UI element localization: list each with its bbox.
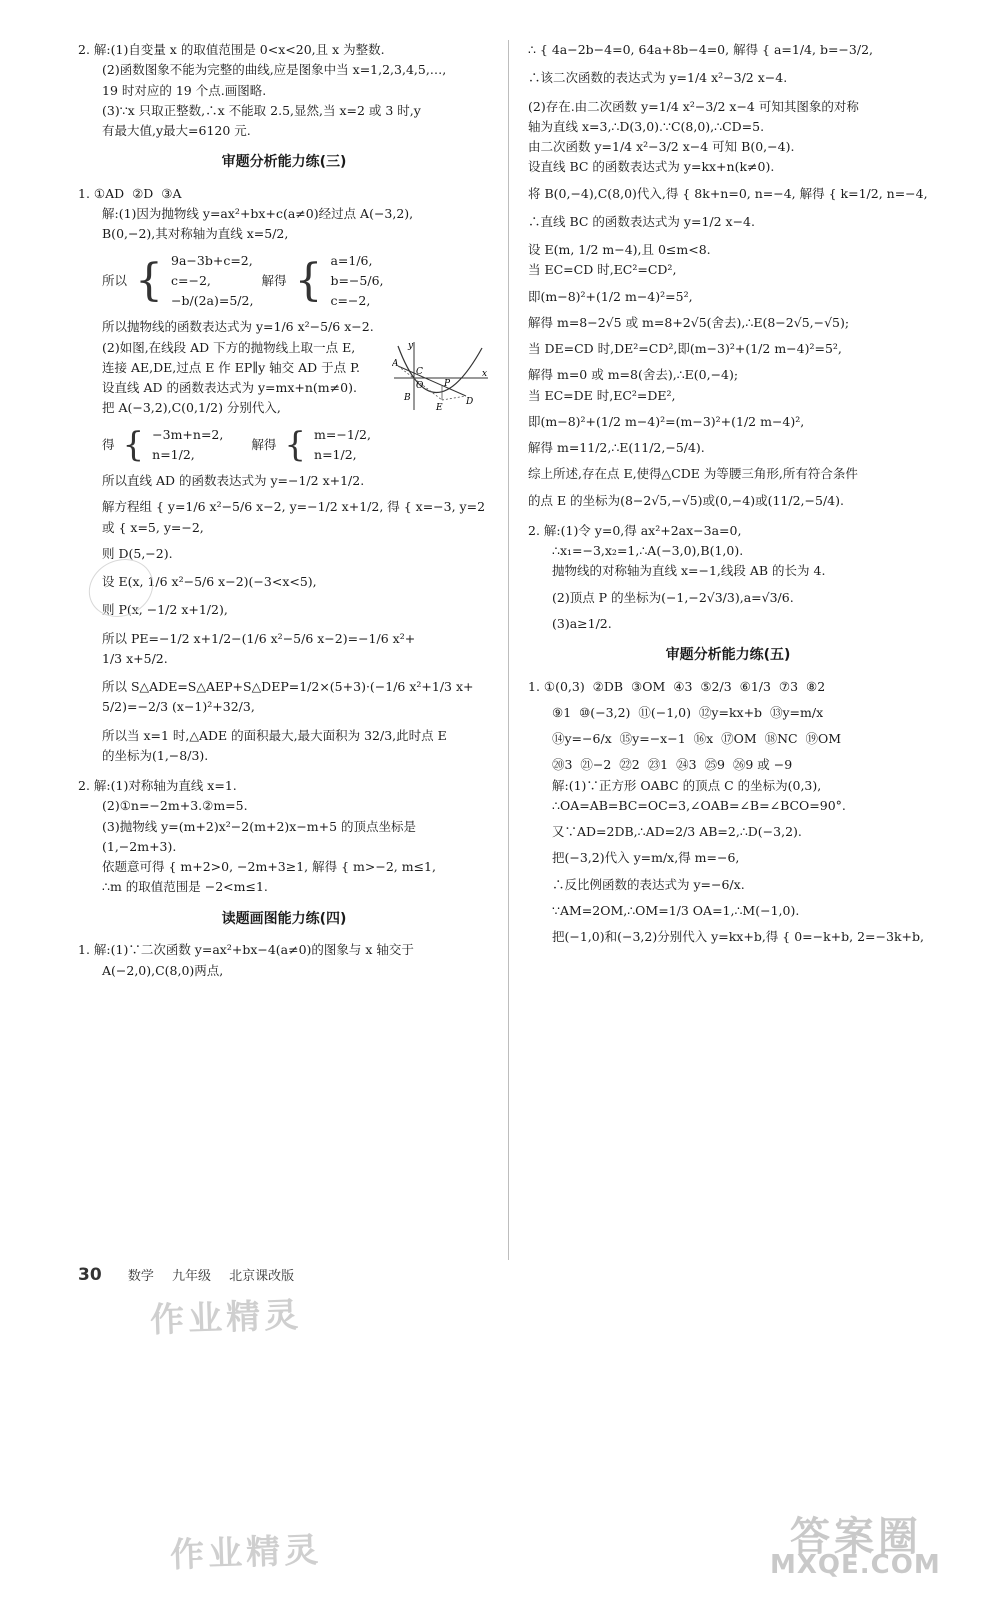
answer-line: 则 P(x, −1/2 x+1/2), [102,602,228,618]
answer-line: 将 B(0,−4),C(8,0)代入,得 { 8k+n=0, n=−4, 解得 { k=1/2, n=−4, [528,185,928,201]
section-heading: 审题分析能力练(三) [221,154,347,171]
equation-line: n=1/2, [314,446,357,462]
answer-line: (2)存在.由二次函数 y=1/4 x²−3/2 x−4 可知其图象的对称 [528,98,859,114]
answer-line: 1. 解:(1)∵二次函数 y=ax²+bx−4(a≠0)的图象与 x 轴交于 [78,942,414,958]
right-column [528,40,928,947]
answer-line: (2)①n=−2m+3.②m=5. [102,798,248,814]
answer-line: 连接 AE,DE,过点 E 作 EP∥y 轴交 AD 于点 P. [102,359,360,375]
section-heading: 读题画图能力练(四) [221,910,347,927]
watermark-url: MXQE.COM [770,1550,941,1580]
answer-line: (3)∵x 只取正整数,∴x 不能取 2.5,显然,当 x=2 或 3 时,y [102,102,421,118]
answer-line: 把(−3,2)代入 y=m/x,得 m=−6, [552,850,740,866]
answer-line: 1/3 x+5/2. [102,650,168,666]
answer-line: ⑳3 ㉑−2 ㉒2 ㉓1 ㉔3 ㉕9 ㉖9 或 −9 [552,757,793,773]
answer-line: ∴ { 4a−2b−4=0, 64a+8b−4=0, 解得 { a=1/4, b=−3/2, [528,42,874,57]
equation-system [78,251,490,312]
section-heading: 审题分析能力练(五) [665,647,791,663]
parabola-figure [392,338,490,412]
answer-line: 设直线 BC 的函数表达式为 y=kx+n(k≠0). [528,159,775,175]
figure-label: P [444,378,451,389]
page-footer [78,1265,308,1285]
answer-line: 解方程组 { y=1/6 x²−5/6 x−2, y=−1/2 x+1/2, 得 { x=−3, y=2 或 { x=5, y=−2, [102,499,490,535]
answer-line: 1. ①(0,3) ②DB ③OM ④3 ⑤2/3 ⑥1/3 ⑦3 ⑧2 [528,678,826,694]
equation-system [78,425,490,466]
answer-line: ∴该二次函数的表达式为 y=1/4 x²−3/2 x−4. [528,70,788,86]
footer-edition: 北京课改版 [229,1269,295,1284]
figure-label: O [416,380,424,391]
answer-line: ∴x₁=−3,x₂=1,∴A(−3,0),B(1,0). [552,543,744,558]
answer-line: 即(m−8)²+(1/2 m−4)²=5², [528,288,693,304]
answer-line: 5/2)=−2/3 (x−1)²+32/3, [102,699,255,715]
answer-line: 解:(1)因为抛物线 y=ax²+bx+c(a≠0)经过点 A(−3,2), [102,206,414,222]
brace-glyph: { [135,255,164,307]
answer-line: 把(−1,0)和(−3,2)分别代入 y=kx+b,得 { 0=−k+b, 2=−3k+b, [552,929,924,945]
answer-line: ∵AM=2OM,∴OM=1/3 OA=1,∴M(−1,0). [552,902,800,918]
answer-line: ⑨1 ⑩(−3,2) ⑪(−1,0) ⑫y=kx+b ⑬y=m/x [552,704,824,720]
answer-line: 设 E(x, 1/6 x²−5/6 x−2)(−3<x<5), [102,574,317,590]
answer-line: (3)抛物线 y=(m+2)x²−2(m+2)x−m+5 的顶点坐标是 [102,818,417,834]
figure-label: D [466,396,474,407]
figure-label: x [482,368,488,379]
answer-line: 综上所述,存在点 E,使得△CDE 为等腰三角形,所有符合条件 [528,466,858,482]
answer-line: 所以当 x=1 时,△ADE 的面积最大,最大面积为 32/3,此时点 E [102,727,447,743]
equation-line: 9a−3b+c=2, [171,252,253,268]
footer-grade: 九年级 [171,1269,211,1284]
answer-line: 解:(1)∵正方形 OABC 的顶点 C 的坐标为(0,3), [552,777,822,793]
system-label: 解得 [251,436,277,452]
answer-line: 当 EC=DE 时,EC²=DE², [528,387,676,403]
equation-line: m=−1/2, [314,426,371,442]
answer-line: 2. 解:(1)令 y=0,得 ax²+2ax−3a=0, [528,522,742,538]
figure-label: A [392,358,399,369]
answer-line: 19 时对应的 19 个点.画图略. [102,82,267,98]
answer-line: (3)a≥1/2. [552,615,612,631]
answer-line: 所以 PE=−1/2 x+1/2−(1/6 x²−5/6 x−2)=−1/6 x²+ [102,630,416,646]
answer-line: ∴OA=AB=BC=OC=3,∠OAB=∠B=∠BCO=90°. [552,797,846,813]
answer-line: ∴m 的取值范围是 −2<m≤1. [102,879,268,895]
answer-line: 当 EC=CD 时,EC²=CD², [528,262,677,278]
system-label: 所以 [102,272,128,288]
equation-line: c=−2, [171,272,211,288]
answer-line: 有最大值,y最大=6120 元. [102,123,251,138]
answer-line: 把 A(−3,2),C(0,1/2) 分别代入, [102,400,281,416]
answer-line: ⑭y=−6/x ⑮y=−x−1 ⑯x ⑰OM ⑱NC ⑲OM [552,731,842,747]
answer-line: 2. 解:(1)自变量 x 的取值范围是 0<x<20,且 x 为整数. [78,42,385,57]
answer-line: 2. 解:(1)对称轴为直线 x=1. [78,778,237,794]
footer-subject: 数学 [127,1269,154,1284]
answer-line: 当 DE=CD 时,DE²=CD²,即(m−3)²+(1/2 m−4)²=5², [528,341,842,356]
column-divider [508,40,509,1260]
answer-line: 轴为直线 x=3,∴D(3,0).∵C(8,0),∴CD=5. [528,118,765,134]
brace-glyph: { [284,424,307,465]
left-column [78,40,490,981]
equation-line: n=1/2, [152,446,195,462]
answer-line: 设 E(m, 1/2 m−4),且 0≤m<8. [528,242,711,257]
answer-line: B(0,−2),其对称轴为直线 x=5/2, [102,226,289,242]
figure-label: B [404,392,411,403]
answer-line: 解得 m=11/2,∴E(11/2,−5/4). [528,440,705,455]
answer-line: (2)函数图象不能为完整的曲线,应是图象中当 x=1,2,3,4,5,…, [102,62,447,78]
answer-line: 所以抛物线的函数表达式为 y=1/6 x²−5/6 x−2. [102,319,374,335]
answer-line: 由二次函数 y=1/4 x²−3/2 x−4 可知 B(0,−4). [528,139,795,154]
equation-line: a=1/6, [330,252,373,268]
watermark: 作业精灵 [149,1295,303,1341]
answer-line: 抛物线的对称轴为直线 x=−1,线段 AB 的长为 4. [552,563,826,579]
answer-line: ∴反比例函数的表达式为 y=−6/x. [552,876,745,892]
answer-line: 所以 S△ADE=S△AEP+S△DEP=1/2×(5+3)·(−1/6 x²+1/3 x+ [102,679,474,695]
answer-line: (1,−2m+3). [102,838,177,854]
brace-glyph: { [122,424,145,465]
answer-line: ∴直线 BC 的函数表达式为 y=1/2 x−4. [528,213,755,229]
answer-line: 即(m−8)²+(1/2 m−4)²=(m−3)²+(1/2 m−4)², [528,413,805,429]
system-label: 得 [102,436,115,452]
equation-line: c=−2, [330,293,371,309]
answer-line: 设直线 AD 的函数表达式为 y=mx+n(m≠0). [102,380,357,396]
answer-line: A(−2,0),C(8,0)两点, [102,962,224,978]
watermark-logo: 答案圈 [790,1514,922,1560]
watermark: 作业精灵 [169,1530,323,1576]
answer-line: (2)如图,在线段 AD 下方的抛物线上取一点 E, [102,339,356,355]
answer-line: 则 D(5,−2). [102,545,173,561]
answer-line: 的坐标为(1,−8/3). [102,747,209,763]
figure-label: C [416,366,423,377]
brace-glyph: { [294,255,323,307]
equation-line: −b/(2a)=5/2, [171,293,254,309]
answer-line: 又∵AD=2DB,∴AD=2/3 AB=2,∴D(−3,2). [552,824,802,840]
page-number: 30 [78,1265,102,1285]
equation-line: b=−5/6, [330,272,384,288]
answer-line: 解得 m=0 或 m=8(舍去),∴E(0,−4); [528,367,739,383]
equation-line: −3m+n=2, [152,426,224,442]
answer-line: (2)顶点 P 的坐标为(−1,−2√3/3),a=√3/6. [552,589,794,605]
answer-line: 1. ①AD ②D ③A [78,185,182,201]
figure-label: y [408,340,414,351]
answer-line: 依题意可得 { m+2>0, −2m+3≥1, 解得 { m>−2, m≤1, [102,859,436,875]
system-label: 解得 [261,272,287,288]
figure-label: E [436,402,443,412]
answer-line: 的点 E 的坐标为(8−2√5,−√5)或(0,−4)或(11/2,−5/4). [528,492,844,508]
answer-line: 解得 m=8−2√5 或 m=8+2√5(舍去),∴E(8−2√5,−√5); [528,314,850,330]
answer-line: 所以直线 AD 的函数表达式为 y=−1/2 x+1/2. [102,473,365,489]
